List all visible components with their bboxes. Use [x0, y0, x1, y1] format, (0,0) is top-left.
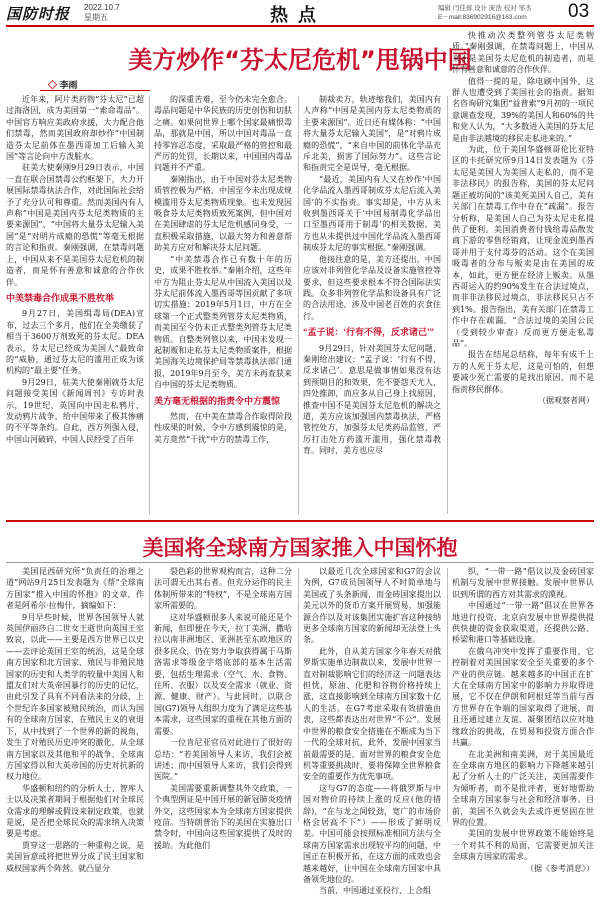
column-divider: [298, 96, 299, 514]
article2-column-2: [154, 566, 292, 850]
article1-column-2: [154, 94, 292, 514]
article1-column-1: [6, 94, 144, 514]
paragraph: 中国通过“一带一路”倡议在世界各地进行投资，北京向发展中世界提供提供快捷的资金获取渠道，还提供公路、桥梁和港口等基础设施。: [452, 601, 594, 645]
paragraph: 9月29日，驻美大使秦刚就芬太尼问题接受美国《新闻周刊》专访时表示，19世纪，英国向中国走私鸦片，发动鸦片战争，给中国带来了极其惨痛的不平等条约。自此，西方列强入侵，中国山河破碎，中国人民经受了百年: [6, 377, 144, 444]
article1-author: 李雨: [59, 80, 78, 90]
paragraph: 值得一提的是，除电刷中国外，这群人也遭受到了美国社会的指责。据知名咨询研究集团“益普索”9月初的一项民意调查发现，39%的美国人和60%的共和党人认为，“大多数进入美国的芬太尼是由非法越境的移民走私进来的。”: [452, 76, 594, 143]
paragraph: 美国昆西研究所“负责任的治理之道”网站9月25日发表题为《帮“全球南方国家”推入中国的怀抱》的文章，作者是阿希尔·拉梅什，摘编如下：: [6, 567, 144, 611]
article2-column-4: [452, 566, 594, 873]
author-mark-icon: ◇: [48, 80, 58, 90]
paragraph: 贾穿这一思路的一种重构之说，是美国旨意或将把世界分成了民主国家和威权国家两个阵营。就凸显分: [6, 840, 144, 873]
masthead-divider: [6, 25, 594, 27]
article1-source: （据观察者网）: [538, 396, 594, 405]
column-divider: [447, 568, 448, 822]
paragraph: 9月29日，针对美国芬太尼问题，秦刚给出建议：“孟子说：‘行有不得，反求诸己’。意思是做事情如果没有达到预期目的和效果，先不要怨天尤人，四处推卸，而应多从自己身上找原因，推查中国不是美国芬太尼危机的解决之道，美方应该加强国内禁毒执法，严格管控处方，加强芬太尼类药品监管，严厉打击处方药滥开滥用，强化禁毒教育。同时，美方也应尽: [303, 343, 441, 456]
article1-column-3: [303, 94, 441, 514]
paragraph: 在北美洲和南美洲，对于美国最近在全球南方地区的影响力下降越来越引起了分析人士的广泛关注，美国需要作为倾听者，而不是批评者，更好地帮助全球南方国家参与社会和经济事务。目前，美国不久就会失去或许更坚固在世界的位置。: [452, 749, 594, 827]
paragraph: 在俄乌冲突中发挥了重要作用，它控制着对美国国家安全至关重要的多个产业的供应链。越来越多的中国正在扩大在全球南方国家中的影响力并取得进展，它不仅在伊朗和阿根廷等当前与西方世界存在争端的国家取得了进展，而且还通过建立友谊、凝聚团结以应对地缘政治的挑战，在贸易和投资方面合作共赢。: [452, 646, 594, 748]
paragraph: 华盛顿和纽约的分析人士、智库人士以及决策者期间于根据他们对全球民众需求的理解或假设来制定政策，也就是说，是否把全球民众的需求纳入决策要是考虑。: [6, 783, 144, 839]
paragraph: 近年来，阿片类药物“芬太尼”已超过海洛因，成为美国第一“索命毒品”。中国官方响应美政府求援，大力配合他们禁毒，然而美国政府却炒作“中国制造芬太尼前体在墨西哥加工后输入美国”等言论向中方泼脏水。: [6, 95, 144, 162]
column-divider: [149, 568, 150, 822]
paragraph: 美国需要重新调整其外交政策，一个典型例证是中国开展的新冠肺炎疫情外交，这些国家本为全球南方国家提供疫苗。当特朗普治下的美国在实施出口禁令时，中国向这些国家提供了及时的援助。为此他们: [154, 783, 292, 850]
paragraph: 9月27日，美国缉毒局(DEA)宣布，过去三个多月，他们在全美缴获了相当于3600万剂致死的芬太尼。DEA表示，芬太尼已经成为美国人“最致命的”威胁，通过芬太尼的滥用正成为该机构的“最主要”任务。: [6, 309, 144, 376]
byline-underline: [40, 90, 150, 91]
column-divider: [149, 96, 150, 514]
paragraph: 裂色彩的世界观构而言，这种二分法可谓无出其右者。但充分运作的民主体制所带来的“特权”，不是全球南方国家所需要的。: [154, 567, 292, 611]
paragraph: “最近，美国内有人又在炒作‘中国化学品流入墨西哥制成芬太尼后流入美国’的不实指责。事实却是，中方从未收到墨西哥关于‘中国易制毒化学品出口至墨西哥用于制毒’的相关数据。美方也从未提供过中国化学品流入墨西哥制成芬太尼的事实根据。”秦刚强调。: [303, 174, 441, 253]
article2-column-1: [6, 566, 144, 873]
editors-credit: [438, 4, 532, 22]
issue-date-block: [84, 3, 120, 23]
paragraph: 驻美大使秦刚9月29日表示，中国一直在联合国禁毒公约框架下，大力开展国际禁毒执法合作，对此国际社会给予了充分认可和尊重。然而美国内有人声称“中国是美国内芬太尼类物质的主要来源国”、“中国将大量芬太尼输入美国”是“对明片成瘾的恐慌”等毫无根据的言论和指责。秦刚强调，在禁毒问题上，中国从来不是美国芬太尼危机的制造者，而是怀有善意和诚意的合作伙伴。: [6, 163, 144, 287]
page-number: 03: [568, 1, 590, 22]
paragraph: 制裁卖方，轨迹缩我们，美国内有人声称“中国是美国内芬太尼类物质的主要来源国”。近日还有媒体称：“中国将大量芬太尼输入美国”，是“对鸦片成瘾的恐慌”，“来自中国的前体化学品充斥北美，损害了国际努力”。这些言论和指责完全是误导，毫无根据。: [303, 95, 441, 173]
article2-headline-underline: [6, 562, 594, 563]
article1-headline: 美方炒作“芬太尼危机”甩锅中国: [128, 46, 472, 74]
paragraph: 为此，位于美国华盛顿哥伦比亚特区的卡托研究所9月14日发表题为《芬太尼是美国人为美国人走私的，而不是非法移民》的报告称，美国的芬太尼问题正被坊间的“该美死美国人自己，美有关部门在禁毒工作中存在“疏漏”。报告分析称，是美国人自己为芬太尼走私提供了便利。美国消费者付钱给毒品散发商下游的零售经销商，让现金流到墨西哥并用于支付毒芬的活动。这个在美国吸毒者的分布与贩卖是由在美国的成本，如此，更方便在经济上贩卖。从墨西哥运入的约90%发生在合法过境点，而非非法移民过境点，非法移民只占不到1%。报告指出，美有关部门在禁毒工作中存在疏漏，“合法过境的美国公民（受到较少审查）反而更方便走私毒品”。: [452, 145, 594, 348]
article1-subhead-2: 美方毫无根据的指责令中方震惊: [154, 395, 281, 406]
article1-subhead-1: 中美禁毒合作成果不胜枚举: [6, 292, 115, 303]
paragraph: 一位肯尼亚官员对此进行了很好的总结：“若美国领导人来访，我们会被讲述；而中国领导人来访，我们会得到医院。”: [154, 738, 292, 782]
column-divider: [447, 96, 448, 514]
editors-email: E－mail:836902916@163.com: [438, 14, 527, 21]
issue-date: 2022.10.7: [84, 3, 120, 12]
article2-column-3: [303, 566, 441, 896]
paragraph: 他接往意的是，美方还提出，中国应该对非列管化学品及设备实施管控等要求，但这些要求根本不符合国际法实践。众多非列管化学品和设备具有广泛的合法用途，涉及中国老百姓的衣食住行。: [303, 254, 441, 321]
article1-subhead-3: “孟子说：‘行有不得，反求诸己’”: [303, 327, 435, 338]
article-divider: [6, 520, 594, 522]
paragraph: “中美禁毒合作已有数十年的历史，成果不胜枚举。”秦刚介绍，这些年中方为阻止芬太尼从中国流入美国以及芬太尼前体流入墨西哥等国贡献了多项切实措施：2019年5月1日，中方在全球第一个正式整类列管芬太尼类物质，而美国至今仍未正式整类列管芬太尼类物质。自整类列管以来，中国未发现一起制贩和走私芬太尼类物质案件，根据美国海关边境保护局等禁毒执法部门通报，2019年9月至今，美方未再查获来自中国的芬太尼类物质。: [154, 254, 292, 390]
article1-column-4: [452, 30, 594, 514]
paragraph: 以最近几次全球国家和G7的会议为例，G7成员国领导人不时简单地与美国或了头条新闻，而金砖国家提出以美元以外的货币方案开展贸易，加强能源合作以及对该集团实施扩容这种接纳更多全球南方国家的新闻却无法登上头条。: [303, 567, 441, 645]
paragraph: 这与G7的态度——将俄罗斯与中国对物价的持续上涨的反应(他的措辞)，“在与龙之间较劲，宽广的市场价格会居高不下”）——形成了鲜明反差。中国可能会按照标准相同方法与全球南方国家需求出现较平均的问题，中国正在积极开拓，在这方面的成效也会越来越好，让中国在全球南方国家中具备领先地位的。: [303, 783, 441, 884]
editors-names: 编辑 闫佳蓉 设计 庞浩 校对 邹杰: [438, 5, 532, 12]
paragraph: 秦刚指出，由于中国对芬太尼类物质管控极为严格，中国至今未出现成规模滥用芬太尼类物质现象。也未发现因吸食芬太尼类物质致死案例，但中国对在美国肆虐的芬太尼危机感同身受，一直积极采取措施，以最大努力和善意帮助美方应对和解决芬太尼问题。: [154, 174, 292, 253]
section-title: 热点: [270, 5, 326, 26]
paragraph: 织，“一带一路”倡议以及金砖国家机制与发展中世界接触。发展中世界认识到所谓的西方对其需求的漠视。: [452, 567, 594, 599]
paragraph: 当前，中国通过亚投行、上合组: [319, 886, 431, 896]
article2-source: （据《参考消息》）: [526, 863, 594, 873]
paragraph: 这对华盛顿很多人来说可能还是个新闻，但即便在今天，拉丁美洲、撒哈拉以南非洲地区、亚洲甚至东欧地区的很多民众，仍在努力争取获得属于马斯洛需求等级金字塔底部的基本生活需要，包括生理需求（空气、水、食物、住所、衣服）以及安全需求（就业、资源、健康、财产）。与此同时，以联合国(G7)领导人组织力度为了满足这些基本需求，这些国家的重视在其他方面的需要。: [154, 612, 292, 736]
issue-weekday: 星期五: [84, 13, 108, 22]
paragraph: 报告在结尾总结称，每年有成千上万的人死于芬太尼，这是可怕的，但想要减少死亡需要的是找出原因，而不是指责移民群体。: [452, 350, 594, 394]
paragraph: 美国的发展中世界政策不能始终是一个对其不利的局面，它需要更加关注全球南方国家的需求。: [452, 829, 594, 862]
column-divider: [298, 568, 299, 822]
paragraph: 然而，在中美在禁毒合作取得阶段性成果的时候，令中方感到震惊的是，美方竟然“干扰”中方的禁毒工作，: [154, 411, 292, 444]
article2-headline: 美国将全球南方国家推入中国怀抱: [142, 536, 458, 560]
paragraph: 快推动次类整列管芬太尼类物质。”秦刚强调，在禁毒问题上，中国从来不是美国芬太尼危机的制造者，而是怀有善意和诚意的合作伙伴。: [452, 31, 594, 75]
newspaper-logo: 国防时报: [6, 5, 71, 23]
paragraph: 的深重苦难，至今仍未完全愈合。毒品问题是中华民族的历史创伤和切肤之痛。如果问世界上哪个国家最痛恨毒品，那就是中国，所以中国对毒品一直持零容忍态度，采取最严格的管控和最严厉的处罚，长期以来，中国国内毒品问题并不严重。: [154, 95, 292, 173]
paragraph: 此外，自从美方国家今年春天对俄罗斯实施单边制裁以来，发展中世界一直对制裁影响它们的经济这一问题表达担忧，原油、化肥和谷物价格持续上涨，这直接影响到全球南方国家数十亿人的生活。在G7考虑采取有效措施由衷，这些都表达出对世界“不公”。发展中世界的粮食安全措施在不断成为当下一代的全球对抗，此外，发展中国家当前最需要的是，面对世界的粮食安全危机等重要挑战时，要将保障全世界粮食安全的重要作为优先事项。: [303, 646, 441, 782]
paragraph: 9月早些时候，世界各国领导人就英国伊丽莎白二世女王逝世向英国王室致哀，以此——主要是西方世界已以史——去评论英国王室的统治，这是全球南方国家和北方国家、殖民与非殖民地国家的历史和人类学的较量中美国人和盟友们对大英帝国暴行的历史的记忆，由此引发了具有不同看法来的分歧，上个世纪许多国家被殖民统治，而认为国有的全球南方国家，在殖民主义的衰退下，从中找到了一个世界的新的视角，发生了对殖民历史冲突的激化，从全球南方国家以及其他和平的战争、全球南方国家得以和大英帝国的历史对抗新的权力地位。: [6, 612, 144, 782]
masthead: [0, 0, 600, 24]
